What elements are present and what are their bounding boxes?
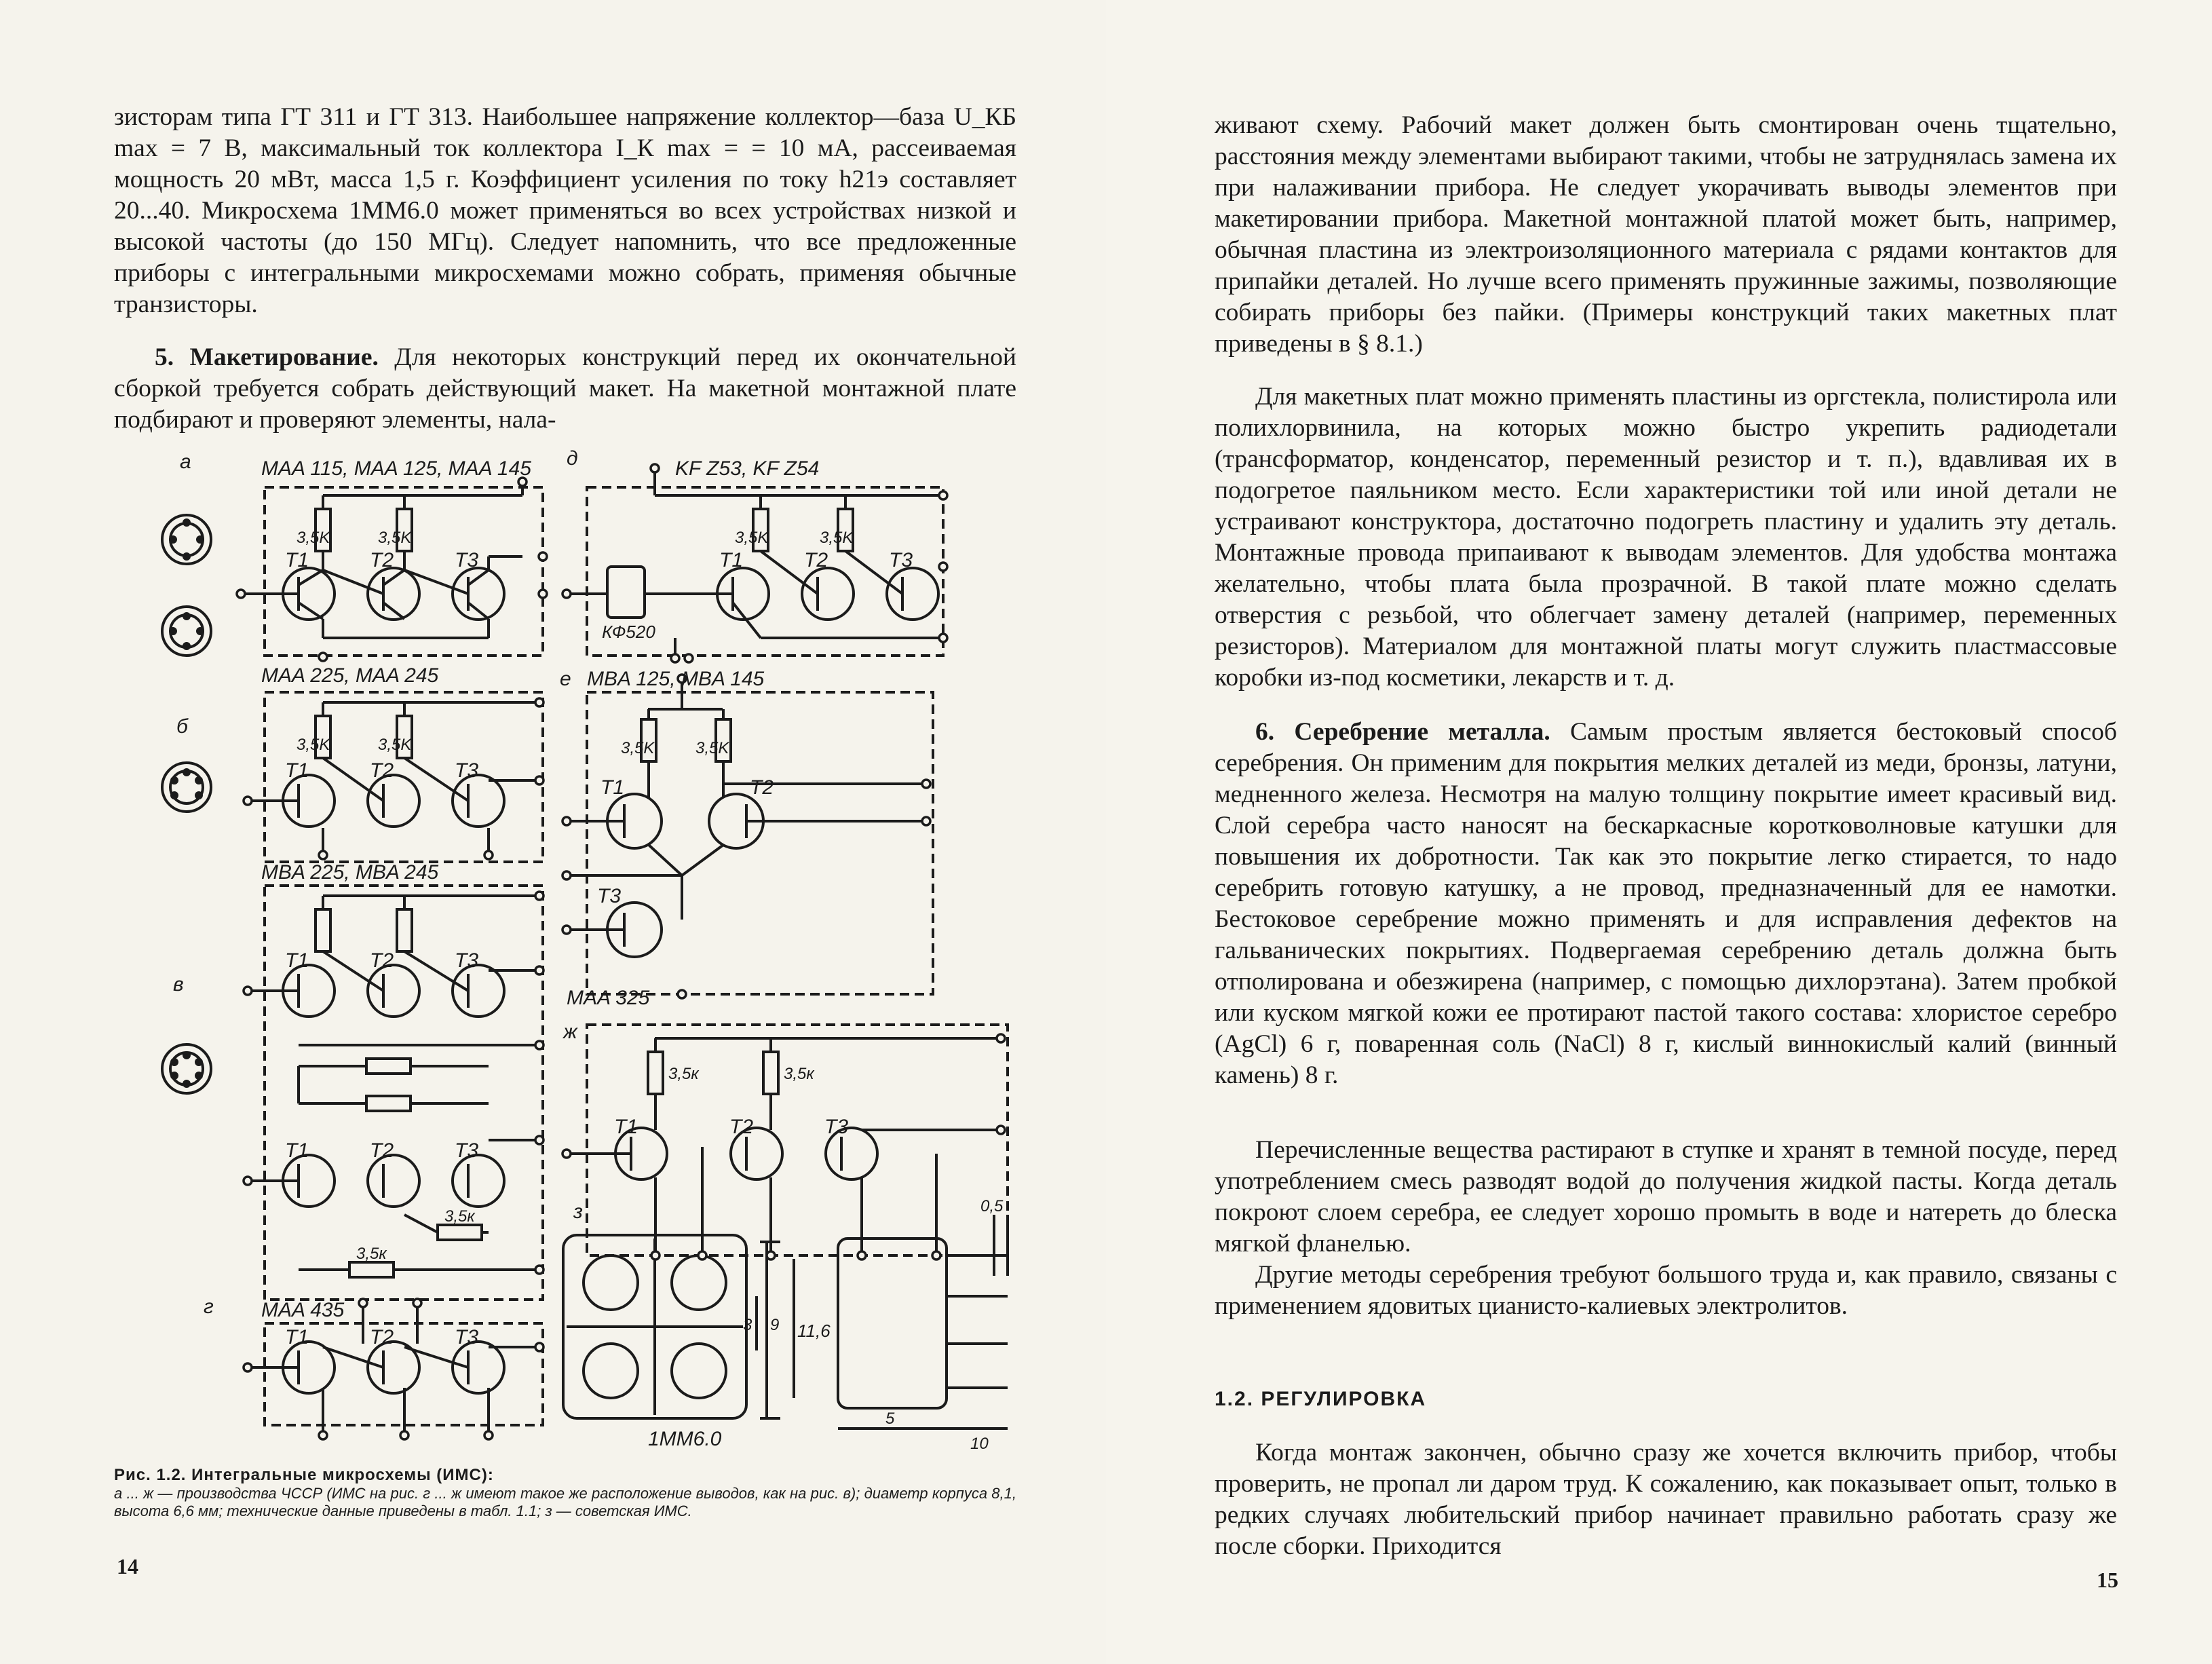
right-paragraph-4-text: Перечисленные вещества растирают в ступке и хранят в темной посуде, перед употреблением смесь разводят водой до получения жидкой пасты. Когда деталь покроют слоем серебра, ее следует хорошо промыть в воде и натереть до блеска мягкой фланелью. — [1215, 1136, 2117, 1258]
right-paragraph-2 — [1215, 381, 2117, 694]
pinout-a-top — [162, 515, 211, 564]
right-paragraph-1: живают схему. Рабочий макет должен быть смонтирован очень тщательно, расстояния между элементами выбирают такими, чтобы не затруднялась замена их при налаживании прибора. Не следует укорачивать выводы элементов при макетировании прибора. Макетной монтажной платой может быть, например, обычная пластина из электроизоляционного материала с рядами контактов для припайки деталей. Но лучше всего применять пружинные зажимы, позволяющие собирать приборы без пайки. (Примеры конструкций таких макетных плат приведены в § 8.1.) — [1215, 111, 2117, 358]
right-page — [1106, 0, 2212, 1664]
label-v: в — [173, 973, 184, 996]
label-maa435-t2: T2 — [370, 1326, 394, 1348]
label-maa435: MAA 435 — [261, 1299, 345, 1321]
section-6-title: 6. Серебрение металла. — [1255, 718, 1550, 746]
label-maa325-r2: 3,5к — [784, 1065, 814, 1083]
label-mba125-r1: 3,5K — [621, 739, 655, 757]
label-maa435-t3: T3 — [455, 1326, 479, 1348]
label-dim-9: 9 — [770, 1316, 780, 1334]
label-maa115: MAA 115, MAA 125, MAA 145 — [261, 457, 531, 480]
right-paragraph-5-text: Другие методы серебрения требуют большого труда и, как правило, связаны с применением ядовитых цианисто-калиевых электролитов. — [1215, 1261, 2117, 1320]
caption-title: Рис. 1.2. Интегральные микросхемы (ИМС): — [114, 1466, 494, 1484]
label-kf-r2: 3,5K — [820, 529, 854, 547]
maa115-resistors — [316, 495, 522, 570]
label-mba225-r4: 3,5к — [356, 1245, 387, 1263]
label-maa115-r2: 3,5K — [378, 529, 412, 547]
label-maa115-t3: T3 — [455, 549, 479, 571]
label-mba125-t2: T2 — [750, 776, 774, 799]
label-b: б — [176, 715, 188, 738]
right-paragraph-3 — [1215, 717, 2117, 1091]
label-maa225-r2: 3,5K — [378, 736, 412, 754]
label-maa325: MAA 325 — [567, 987, 650, 1009]
label-mba125-t3: T3 — [597, 885, 622, 907]
label-mba125-t1: T1 — [600, 776, 625, 799]
label-maa115-r1: 3,5K — [297, 529, 330, 547]
label-d: д — [567, 447, 578, 470]
label-dim-3: 3 — [743, 1316, 752, 1334]
section-6-text: Самым простым является бестоковый способ серебрения. Он применим для покрытия мелких деталей из меди, бронзы, латуни, медненного железа. Несмотря на малую толщину покрытие имеет красивый вид. Слой серебра часто наносят на бескаркасные коротковолновые катушки для повышения их добротности. Так как это покрытие легко стирается, то надо серебрить готовую катушку, а не провод, предназначенный для ее намотки. Бестоковое серебрение можно применять и для исправления дефектов на гальванических покрытиях. Подвергаемая серебрению деталь должна быть отполирована и обезжирена (например, с помощью дихлорэтана). Затем пробкой или куском мягкой кожи ее протирают пастой такого состава: хлористое серебро (AgCl) 6 г, поваренная соль (NaCl) 8 г, кислый виннокислый калий (винный камень) 8 г. — [1215, 718, 2118, 1089]
label-mba225-r3: 3,5к — [444, 1207, 475, 1226]
label-dim-5: 5 — [885, 1410, 895, 1428]
label-g: г — [204, 1296, 214, 1318]
label-kf-r1: 3,5K — [735, 529, 769, 547]
section-heading-regulirovka: 1.2. РЕГУЛИРОВКА — [1215, 1388, 1427, 1410]
imm-package-side — [838, 1215, 1008, 1429]
section-5-text: Для некоторых конструкций перед их окончательной сборкой требуется собрать действующий макет. На макетной монтажной плате подбирают и проверяют элементы, нала- — [114, 343, 1016, 434]
label-maa325-r1: 3,5к — [668, 1065, 699, 1083]
right-paragraph-6 — [1215, 1437, 2117, 1562]
label-maa225: MAA 225, MAA 245 — [261, 664, 439, 687]
label-maa225-t1: T1 — [285, 759, 309, 782]
label-maa225-t3: T3 — [455, 759, 479, 782]
mba225-box — [265, 886, 543, 1300]
left-paragraph-2 — [114, 342, 1016, 436]
section-5-title: 5. Макетирование. — [155, 343, 379, 371]
mba125-schematic — [567, 679, 926, 957]
label-mba125: MBA 125, MBA 145 — [587, 668, 765, 690]
label-maa225-t2: T2 — [370, 759, 394, 782]
pinout-b — [162, 763, 211, 812]
right-paragraph-5 — [1215, 1260, 2117, 1322]
pinout-v — [162, 1044, 211, 1093]
label-maa435-t1: T1 — [285, 1326, 309, 1348]
caption-text: а ... ж — производства ЧССР (ИМС на рис. г ... ж имеют такое же расположение выводов, как на рис. в); диаметр корпуса 8,1, высота 6,6 мм; технические данные приведены в табл. 1.1; з — советская ИМС. — [114, 1485, 1016, 1519]
right-paragraph-4 — [1215, 1135, 2117, 1260]
ic-schematics-figure — [146, 441, 1028, 1459]
figure-caption — [114, 1466, 1016, 1520]
label-kf: KF Z53, KF Z54 — [675, 457, 820, 480]
label-mba225-t1: T1 — [285, 949, 309, 972]
label-kf-t3: T3 — [889, 549, 913, 571]
label-maa325-t2: T2 — [729, 1116, 754, 1138]
imm-package-top — [563, 1235, 794, 1418]
label-maa225-r1: 3,5K — [297, 736, 330, 754]
label-mba225-t3b: T3 — [455, 1139, 479, 1162]
page-number-left: 14 — [117, 1554, 138, 1578]
left-paragraph-1: зисторам типа ГТ 311 и ГТ 313. Наибольшее напряжение коллектор—база U_КБ max = 7 В, максимальный ток коллектора I_К max = = 10 мА, рассеиваемая мощность 20 мВт, масса 1,5 г. Коэффициент усиления по току h21э составляет 20...40. Микросхема 1ММ6.0 может применяться во всех устройствах низкой и высокой частоты (до 150 МГц). Следует напомнить, что все предложенные приборы с интегральными микросхемами можно собрать, применяя обычные транзисторы. — [114, 103, 1016, 318]
page-number-right: 15 — [2097, 1568, 2118, 1592]
label-mba125-r2: 3,5K — [695, 739, 729, 757]
label-kf520: КФ520 — [602, 622, 655, 642]
label-a: а — [180, 451, 191, 473]
label-mba225-t1b: T1 — [285, 1139, 309, 1162]
label-mba225-t2b: T2 — [370, 1139, 394, 1162]
label-dim-11-6: 11,6 — [797, 1321, 831, 1341]
maa325-box — [587, 1025, 1008, 1255]
label-mba225-t2: T2 — [370, 949, 394, 972]
label-imm: 1ММ6.0 — [648, 1428, 722, 1450]
label-maa325-t1: T1 — [614, 1116, 638, 1138]
pinout-a-bottom — [162, 607, 211, 656]
label-dim-10: 10 — [970, 1435, 989, 1453]
label-maa115-t2: T2 — [370, 549, 394, 571]
mba125-box — [587, 692, 933, 994]
label-kf-t1: T1 — [719, 549, 744, 571]
label-maa325-t3: T3 — [824, 1116, 849, 1138]
right-paragraph-6-text: Когда монтаж закончен, обычно сразу же хочется включить прибор, чтобы проверить, не пропал ли даром труд. К сожалению, как показывает опыт, только в редких случаях любительский прибор начинает правильно работать сразу же после сборки. Приходится — [1215, 1439, 2117, 1560]
label-z: з — [573, 1200, 583, 1223]
label-mba225-t3: T3 — [455, 949, 479, 972]
right-paragraph-2-text: Для макетных плат можно применять пластины из оргстекла, полистирола или полихлорвинила, на которых можно быстро укрепить радиодетали (трансформатор, конденсатор, переменный резистор и т. п.), вдавливая их в подогретое паяльником место. Если характеристики той или иной детали не устраивают конструктора, достаточно подогреть пластину и удалить эту деталь. Монтажные провода припаивают к выводам элементов. Для удобства монтажа желательно, чтобы плата была прозрачной. В такой плате можно сделать отверстия с резьбой, что облегчает замену деталей (например, переменных резисторов). Материалом для монтажной платы могут служить пластмассовые коробки из-под косметики, лекарств и т. д. — [1215, 383, 2117, 692]
label-dim-05: 0,5 — [980, 1197, 1004, 1215]
label-zh: ж — [563, 1021, 577, 1043]
label-e: е — [560, 668, 571, 690]
label-kf-t2: T2 — [804, 549, 828, 571]
label-maa115-t1: T1 — [285, 549, 309, 571]
label-mba225: MBA 225, MBA 245 — [261, 861, 439, 884]
